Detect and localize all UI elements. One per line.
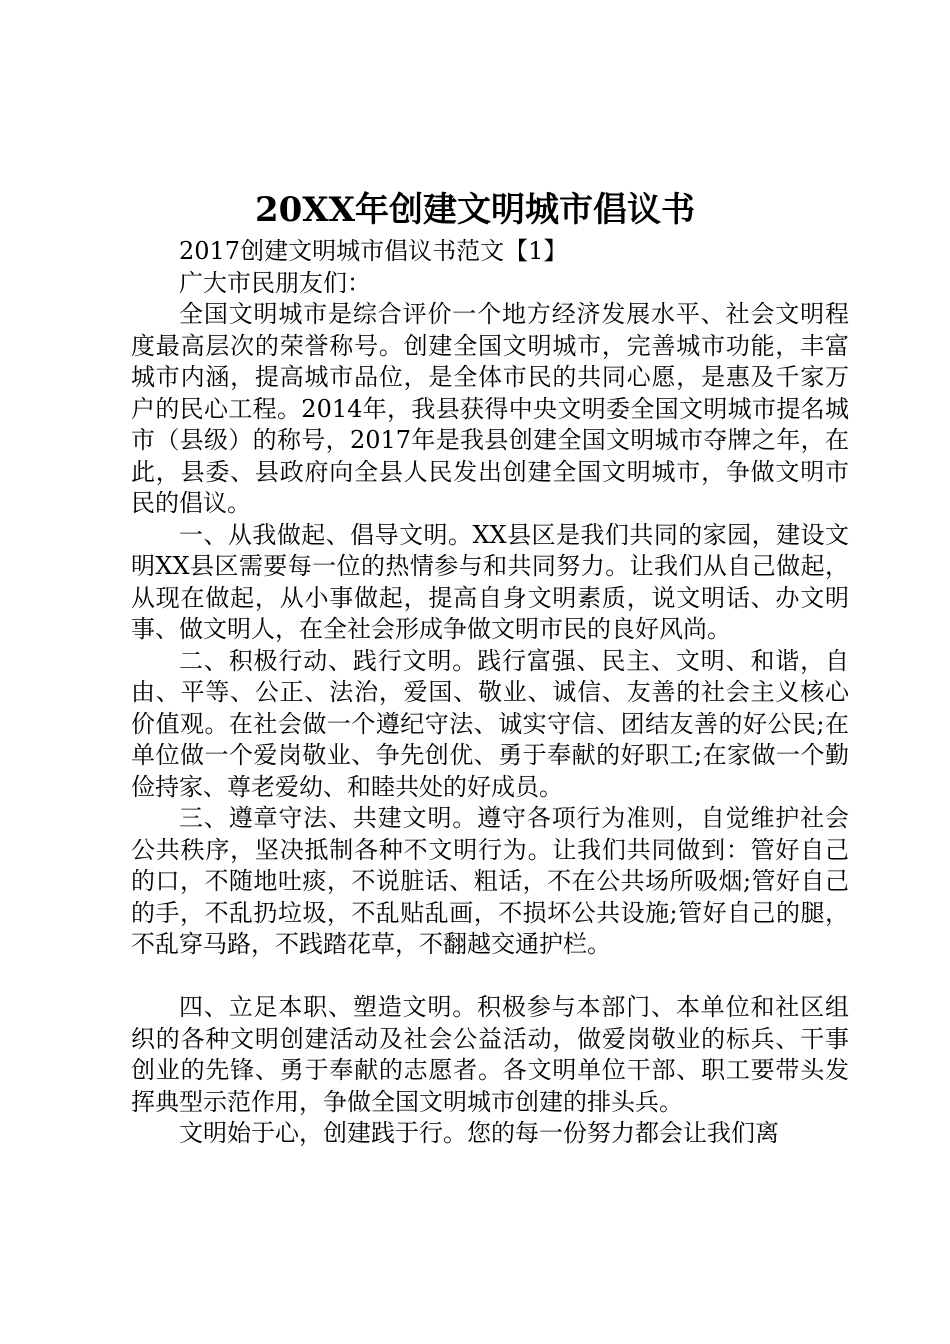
paragraph-point-4: 四、立足本职、塑造文明。积极参与本部门、本单位和社区组织的各种文明创建活动及社会公益活动，做爱岗敬业的标兵、干事创业的先锋、勇于奉献的志愿者。各文明单位干部、职工要带头发挥典型示范作用，争做全国文明城市创建的排头兵。	[131, 993, 849, 1116]
document-title: 20XX年创建文明城市倡议书	[254, 190, 696, 230]
paragraph-salutation: 广大市民朋友们：	[179, 268, 371, 297]
paragraph-point-3: 三、遵章守法、共建文明。遵守各项行为准则，自觉维护社会公共秩序，坚决抵制各种不文明行为。让我们共同做到：管好自己的口，不随地吐痰，不说脏话、粗话，不在公共场所吸烟;管好自己的手，不乱扔垃圾，不乱贴乱画，不损坏公共设施;管好自己的腿，不乱穿马路，不践踏花草，不翻越交通护栏。	[131, 804, 849, 958]
paragraph-closing: 文明始于心，创建践于行。您的每一份努力都会让我们离	[179, 1119, 779, 1147]
paragraph-intro: 全国文明城市是综合评价一个地方经济发展水平、社会文明程度最高层次的荣誉称号。创建全国文明城市，完善城市功能，丰富城市内涵，提高城市品位，是全体市民的共同心愿，是惠及千家万户的民心工程。2014年，我县获得中央文明委全国文明城市提名城市（县级）的称号，2017年是我县创建全国文明城市夺牌之年，在此，县委、县政府向全县人民发出创建全国文明城市，争做文明市民的倡议。	[131, 300, 849, 517]
document-body	[131, 236, 849, 1150]
paragraph-point-1: 一、从我做起、倡导文明。XX县区是我们共同的家园，建设文明XX县区需要每一位的热情参与和共同努力。让我们从自己做起，从现在做起，从小事做起，提高自身文明素质，说文明话、办文明事、做文明人，在全社会形成争做文明市民的良好风尚。	[131, 520, 849, 643]
paragraph-point-2: 二、积极行动、践行文明。践行富强、民主、文明、和谐，自由、平等、公正、法治，爱国、敬业、诚信、友善的社会主义核心价值观。在社会做一个遵纪守法、诚实守信、团结友善的好公民;在单位做一个爱岗敬业、争先创优、勇于奉献的好职工;在家做一个勤俭持家、尊老爱幼、和睦共处的好成员。	[131, 646, 849, 801]
paragraph-subtitle: 2017创建文明城市倡议书范文【1】	[179, 237, 568, 265]
